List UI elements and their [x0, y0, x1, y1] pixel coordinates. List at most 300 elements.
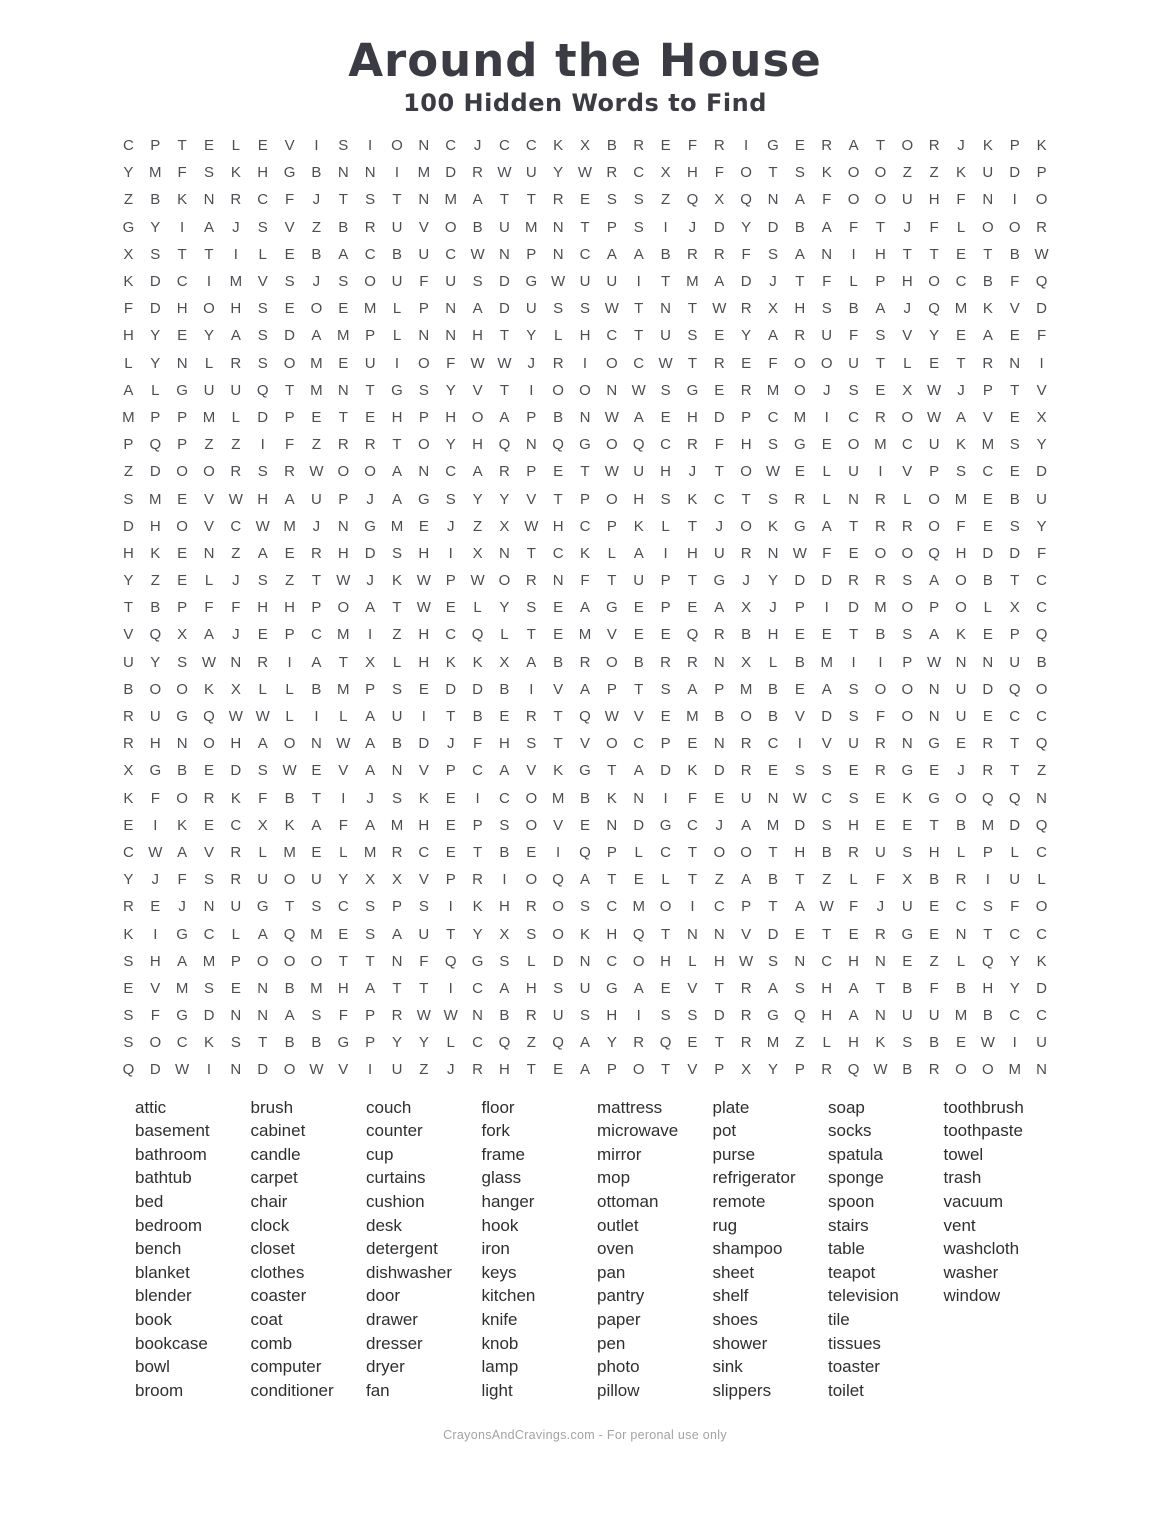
grid-cell: T [714, 1034, 724, 1052]
grid-cell: R [525, 708, 537, 726]
grid-cell: F [419, 952, 429, 970]
word-item: mop [597, 1168, 631, 1188]
grid-cell: Y [1036, 436, 1047, 454]
grid-cell: V [902, 327, 913, 345]
grid-cell: G [337, 1034, 350, 1052]
grid-cell: N [176, 354, 188, 372]
grid-cell: O [982, 1061, 994, 1079]
grid-cell: C [499, 137, 510, 155]
grid-cell: T [284, 898, 295, 916]
grid-cell: S [499, 952, 510, 970]
grid-cell: F [848, 327, 859, 345]
grid-cell: E [633, 871, 644, 889]
grid-cell: O [659, 898, 672, 916]
grid-cell: R [875, 735, 886, 753]
grid-cell: T [687, 517, 697, 535]
grid-cell: S [848, 381, 859, 399]
word-item: counter [366, 1121, 423, 1141]
grid-cell: T [634, 680, 644, 698]
grid-cell: O [283, 1061, 296, 1079]
grid-cell: S [150, 245, 161, 263]
grid-cell: P [902, 653, 913, 671]
grid-cell: N [606, 816, 618, 834]
word-search-grid [115, 132, 1055, 1084]
grid-cell: P [526, 408, 537, 426]
grid-cell: U [230, 898, 242, 916]
grid-cell: E [284, 544, 295, 562]
grid-cell: C [633, 164, 645, 182]
grid-cell: Q [256, 381, 269, 399]
grid-cell: J [527, 354, 536, 372]
grid-cell: O [444, 218, 457, 236]
grid-cell: Z [204, 436, 214, 454]
grid-cell: X [499, 925, 510, 943]
grid-cell: Q [498, 436, 511, 454]
grid-cell: P [982, 381, 993, 399]
grid-cell: F [1036, 544, 1047, 562]
grid-cell: N [767, 789, 779, 807]
grid-cell: R [257, 653, 269, 671]
grid-cell: H [472, 436, 483, 454]
grid-cell: P [418, 408, 429, 426]
grid-cell: V [203, 490, 214, 508]
grid-cell: R [391, 843, 403, 861]
grid-cell: A [848, 137, 859, 155]
grid-cell: H [257, 490, 269, 508]
grid-cell: K [472, 898, 483, 916]
grid-cell: L [231, 925, 241, 943]
grid-cell: G [176, 1007, 188, 1025]
word-item: blender [135, 1286, 192, 1306]
grid-cell: G [767, 137, 779, 155]
word-list-column [597, 1096, 713, 1403]
grid-cell: H [418, 626, 430, 644]
grid-cell: Q [686, 626, 699, 644]
grid-cell: O [283, 735, 296, 753]
grid-cell: Q [552, 1034, 564, 1052]
grid-cell: O [955, 789, 967, 807]
grid-cell: A [257, 925, 268, 943]
grid-cell: T [687, 871, 697, 889]
word-item: carpet [250, 1168, 298, 1188]
grid-cell: Q [928, 544, 940, 562]
grid-cell: O [874, 680, 887, 698]
grid-cell: Z [150, 572, 160, 590]
grid-cell: L [1010, 843, 1019, 861]
grid-cell: L [1037, 871, 1046, 889]
grid-cell: Q [122, 1061, 135, 1079]
grid-cell: S [767, 245, 778, 263]
grid-cell: R [713, 626, 725, 644]
grid-cell: U [848, 463, 859, 481]
grid-cell: S [365, 191, 376, 209]
grid-cell: L [956, 843, 966, 861]
grid-cell: F [177, 871, 187, 889]
word-item: dishwasher [366, 1262, 452, 1282]
grid-cell: R [875, 762, 886, 780]
grid-cell: K [445, 653, 456, 671]
grid-cell: U [633, 572, 645, 590]
grid-cell: T [499, 327, 509, 345]
grid-cell: N [955, 925, 967, 943]
grid-cell: S [284, 273, 295, 291]
word-item: mattress [597, 1097, 663, 1117]
grid-cell: D [1036, 979, 1047, 997]
grid-cell: O [606, 653, 618, 671]
grid-cell: H [499, 898, 510, 916]
word-item: socks [828, 1121, 872, 1141]
grid-cell: C [1036, 1007, 1047, 1025]
grid-cell: Q [928, 300, 940, 318]
grid-cell: V [526, 762, 537, 780]
grid-cell: N [982, 191, 994, 209]
grid-cell: K [579, 925, 590, 943]
grid-cell: P [526, 245, 537, 263]
word-item: toothbrush [943, 1097, 1024, 1117]
grid-cell: B [714, 708, 725, 726]
grid-cell: Y [553, 164, 564, 182]
grid-cell: R [848, 572, 859, 590]
grid-cell: V [257, 273, 268, 291]
grid-cell: F [446, 354, 456, 372]
grid-cell: M [793, 408, 807, 426]
grid-cell: Q [847, 1061, 860, 1079]
grid-cell: D [499, 300, 510, 318]
grid-cell: W [631, 381, 646, 399]
grid-cell: D [284, 327, 295, 345]
grid-cell: Y [741, 327, 752, 345]
grid-cell: R [875, 490, 886, 508]
grid-cell: Y [391, 1034, 402, 1052]
grid-cell: C [1036, 572, 1047, 590]
word-item: shelf [712, 1286, 749, 1306]
grid-cell: O [794, 381, 806, 399]
grid-cell: Q [1008, 789, 1021, 807]
grid-cell: Q [1035, 816, 1048, 834]
grid-cell: P [150, 408, 161, 426]
grid-cell: H [123, 327, 134, 345]
grid-cell: H [687, 544, 698, 562]
grid-cell: C [1036, 708, 1047, 726]
grid-cell: I [878, 653, 883, 671]
grid-cell: O [552, 925, 564, 943]
grid-cell: S [311, 1007, 322, 1025]
grid-cell: G [418, 490, 430, 508]
grid-cell: O [740, 517, 752, 535]
grid-cell: H [525, 979, 537, 997]
grid-cell: L [500, 626, 509, 644]
grid-cell: C [955, 273, 967, 291]
grid-cell: X [902, 871, 913, 889]
grid-cell: T [472, 843, 483, 861]
grid-cell: R [391, 1007, 403, 1025]
grid-cell: S [660, 1007, 671, 1025]
grid-cell: M [954, 1007, 968, 1025]
grid-cell: M [390, 517, 404, 535]
grid-cell: S [633, 191, 644, 209]
grid-cell: S [391, 789, 402, 807]
grid-cell: N [606, 381, 618, 399]
grid-cell: B [606, 137, 617, 155]
word-item: pan [597, 1262, 626, 1282]
grid-cell: L [822, 490, 831, 508]
grid-cell: P [445, 762, 456, 780]
grid-cell: J [446, 1061, 455, 1079]
grid-cell: D [982, 544, 994, 562]
grid-cell: E [982, 708, 993, 726]
grid-cell: U [713, 544, 725, 562]
grid-cell: V [982, 408, 993, 426]
grid-cell: V [633, 708, 644, 726]
grid-cell: Z [123, 463, 133, 481]
grid-cell: T [875, 137, 885, 155]
grid-cell: A [714, 273, 725, 291]
grid-cell: C [123, 843, 134, 861]
grid-cell: X [365, 871, 376, 889]
grid-cell: E [499, 708, 510, 726]
grid-cell: S [794, 762, 805, 780]
grid-cell: W [416, 572, 431, 590]
grid-cell: O [283, 354, 296, 372]
grid-cell: A [687, 680, 698, 698]
grid-cell: H [848, 952, 859, 970]
grid-cell: C [579, 517, 591, 535]
grid-cell: D [713, 408, 725, 426]
grid-cell: M [632, 898, 645, 916]
grid-cell: O [176, 463, 188, 481]
grid-cell: A [472, 300, 483, 318]
grid-cell: E [821, 626, 832, 644]
grid-cell: V [418, 762, 429, 780]
grid-cell: L [124, 354, 133, 372]
grid-cell: P [741, 898, 752, 916]
grid-cell: E [848, 925, 859, 943]
grid-cell: O [337, 599, 350, 617]
grid-cell: S [203, 164, 214, 182]
grid-cell: K [955, 436, 966, 454]
grid-cell: C [445, 137, 457, 155]
grid-cell: T [687, 354, 697, 372]
grid-cell: S [123, 490, 134, 508]
grid-cell: N [445, 300, 457, 318]
word-item: mirror [597, 1144, 642, 1164]
grid-cell: E [177, 572, 188, 590]
grid-cell: E [526, 843, 537, 861]
grid-cell: C [445, 626, 457, 644]
grid-cell: F [822, 273, 832, 291]
grid-cell: I [851, 653, 856, 671]
grid-cell: Q [471, 626, 484, 644]
grid-cell: O [606, 735, 618, 753]
grid-cell: H [901, 273, 913, 291]
grid-cell: N [525, 436, 537, 454]
grid-cell: J [232, 626, 240, 644]
grid-cell: M [229, 273, 243, 291]
grid-cell: E [123, 816, 134, 834]
grid-cell: F [338, 816, 348, 834]
grid-cell: B [1036, 653, 1047, 671]
grid-cell: S [794, 979, 805, 997]
grid-cell: Y [929, 327, 940, 345]
grid-cell: O [901, 408, 914, 426]
grid-cell: B [472, 218, 483, 236]
grid-cell: C [713, 898, 725, 916]
grid-cell: B [311, 1034, 322, 1052]
grid-cell: O [632, 952, 645, 970]
grid-cell: T [204, 245, 214, 263]
grid-cell: A [794, 191, 805, 209]
grid-cell: S [257, 327, 268, 345]
grid-cell: B [150, 191, 161, 209]
grid-cell: A [633, 762, 644, 780]
grid-cell: I [985, 871, 990, 889]
word-item: microwave [597, 1121, 679, 1141]
grid-cell: K [123, 789, 134, 807]
grid-cell: P [741, 408, 752, 426]
word-list-column [944, 1096, 1060, 1403]
grid-cell: C [445, 463, 457, 481]
grid-cell: U [901, 1007, 913, 1025]
grid-cell: P [1036, 164, 1047, 182]
grid-cell: S [767, 436, 778, 454]
grid-cell: L [204, 354, 214, 372]
grid-cell: N [445, 327, 457, 345]
grid-cell: R [740, 735, 752, 753]
grid-cell: Y [1036, 517, 1047, 535]
word-item: floor [481, 1097, 515, 1117]
grid-cell: D [713, 1007, 725, 1025]
grid-cell: F [204, 599, 214, 617]
grid-cell: Y [472, 925, 483, 943]
grid-cell: P [177, 436, 188, 454]
grid-cell: C [418, 843, 430, 861]
word-item: attic [135, 1097, 167, 1117]
grid-cell: V [203, 843, 214, 861]
grid-cell: N [418, 327, 430, 345]
grid-cell: D [821, 572, 833, 590]
grid-cell: K [982, 137, 993, 155]
grid-cell: L [634, 843, 643, 861]
grid-cell: T [687, 572, 697, 590]
grid-cell: O [176, 680, 188, 698]
grid-cell: Q [498, 1034, 511, 1052]
word-item: refrigerator [712, 1168, 796, 1188]
grid-cell: G [525, 273, 538, 291]
grid-cell: R [230, 354, 242, 372]
grid-cell: M [766, 381, 780, 399]
grid-cell: N [901, 735, 913, 753]
grid-cell: W [497, 354, 512, 372]
grid-cell: T [338, 191, 348, 209]
grid-cell: O [847, 164, 860, 182]
grid-cell: E [955, 245, 966, 263]
grid-cell: P [929, 599, 940, 617]
grid-cell: D [149, 463, 161, 481]
grid-cell: Y [1009, 979, 1020, 997]
grid-cell: I [824, 408, 829, 426]
grid-cell: O [901, 137, 914, 155]
grid-cell: R [982, 735, 994, 753]
grid-cell: W [712, 300, 727, 318]
grid-cell: I [448, 979, 453, 997]
grid-cell: A [579, 1034, 590, 1052]
grid-cell: B [848, 300, 859, 318]
grid-cell: M [766, 1034, 780, 1052]
grid-cell: E [902, 816, 913, 834]
grid-cell: Q [149, 626, 162, 644]
grid-cell: G [579, 762, 591, 780]
grid-cell: T [660, 925, 671, 943]
grid-cell: C [1009, 708, 1021, 726]
grid-cell: N [767, 544, 779, 562]
grid-cell: P [526, 463, 537, 481]
word-item: drawer [366, 1309, 418, 1329]
grid-cell: W [416, 1007, 431, 1025]
grid-cell: O [525, 871, 538, 889]
grid-cell: T [1010, 572, 1020, 590]
grid-cell: L [903, 490, 912, 508]
word-item: tissues [828, 1333, 881, 1353]
grid-cell: D [1036, 300, 1047, 318]
word-item: couch [366, 1097, 412, 1117]
grid-cell: E [230, 979, 241, 997]
grid-cell: P [606, 680, 617, 698]
word-item: pen [597, 1333, 626, 1353]
grid-cell: F [1010, 898, 1020, 916]
grid-cell: W [792, 544, 807, 562]
grid-cell: B [767, 871, 778, 889]
grid-cell: X [365, 653, 376, 671]
grid-cell: E [902, 952, 913, 970]
grid-cell: A [821, 680, 832, 698]
grid-cell: R [230, 191, 242, 209]
grid-cell: E [875, 816, 886, 834]
grid-cell: B [1009, 245, 1020, 263]
grid-cell: E [982, 490, 993, 508]
grid-cell: M [363, 300, 377, 318]
grid-cell: S [660, 680, 671, 698]
grid-cell: X [123, 245, 134, 263]
grid-cell: D [230, 762, 242, 780]
grid-cell: C [230, 517, 242, 535]
grid-cell: C [767, 408, 779, 426]
grid-cell: C [901, 436, 913, 454]
grid-cell: J [742, 572, 750, 590]
grid-cell: N [875, 952, 886, 970]
grid-cell: G [176, 925, 188, 943]
grid-cell: H [848, 816, 859, 834]
grid-cell: F [848, 218, 859, 236]
grid-cell: Y [150, 327, 161, 345]
grid-cell: H [418, 544, 430, 562]
grid-cell: P [875, 273, 886, 291]
grid-cell: H [391, 408, 403, 426]
grid-cell: B [794, 218, 805, 236]
word-item: washcloth [943, 1239, 1020, 1259]
word-item: trash [943, 1168, 982, 1188]
grid-cell: R [740, 544, 752, 562]
grid-cell: O [1035, 898, 1048, 916]
grid-cell: E [660, 137, 671, 155]
grid-cell: I [1039, 354, 1044, 372]
grid-cell: K [955, 164, 966, 182]
grid-cell: L [661, 517, 670, 535]
word-item: washer [943, 1262, 999, 1282]
grid-cell: T [741, 490, 751, 508]
word-item: dresser [366, 1333, 423, 1353]
grid-cell: B [123, 680, 134, 698]
grid-cell: E [955, 327, 966, 345]
